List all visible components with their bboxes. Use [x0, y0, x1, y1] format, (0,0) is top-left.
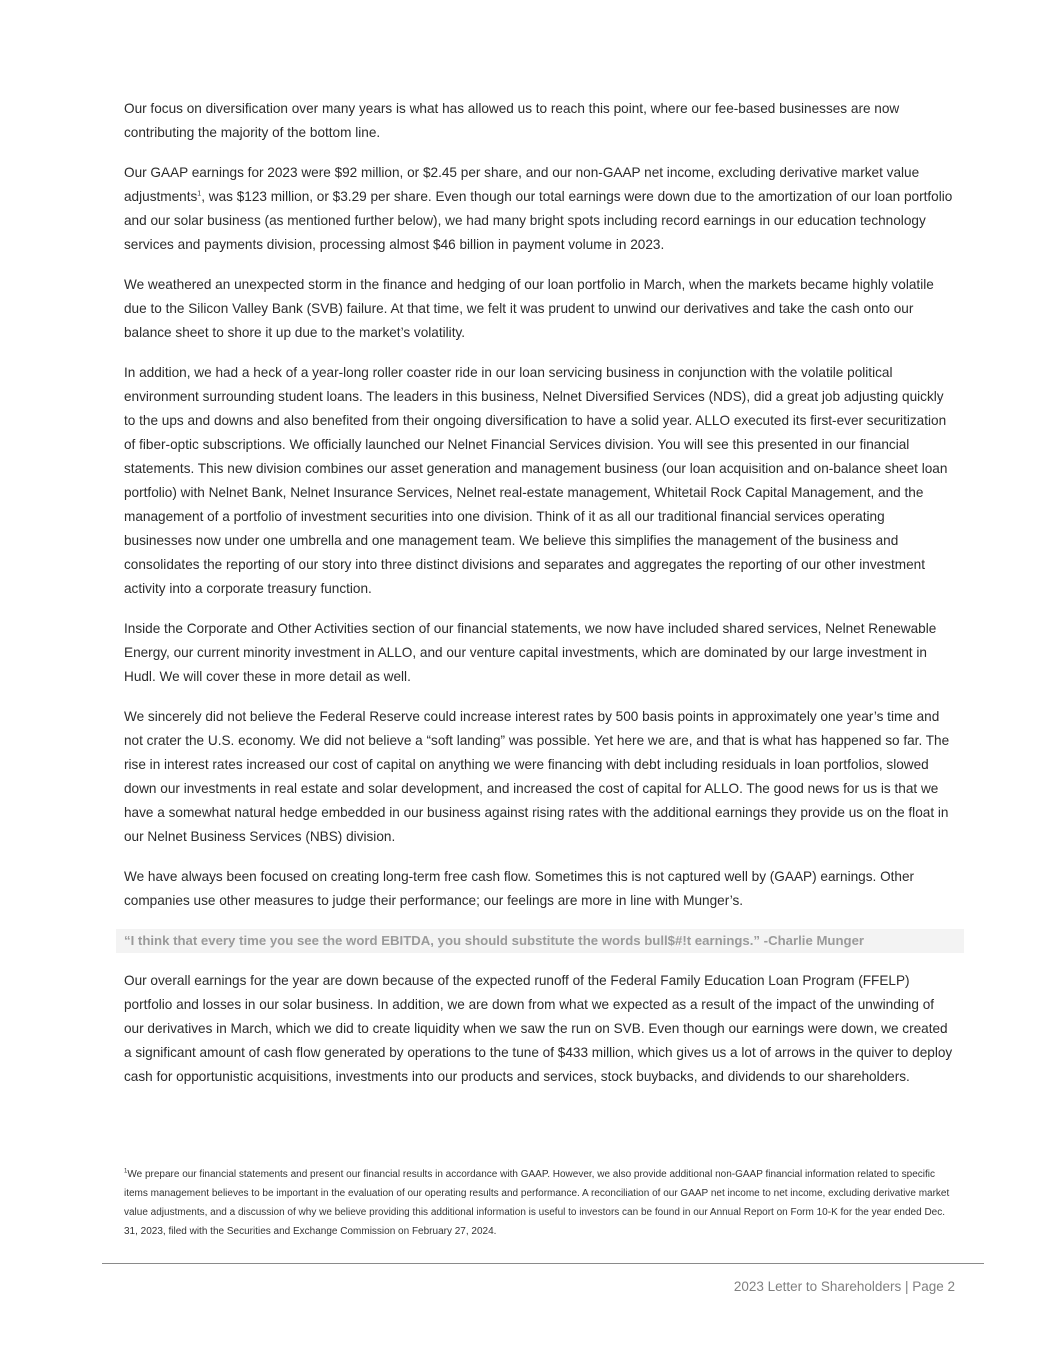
paragraph-gaap-earnings-part2: , was $123 million, or $3.29 per share. Even though our total earnings were down due to the amortization of our loan portfolio and our solar business (as mentioned further below), we had many bright spots including record earnings in our education technology services and payments division, processing almost $46 billion in payment volume in 2023. — [124, 189, 953, 252]
paragraph-free-cash-flow: We have always been focused on creating long-term free cash flow. Sometimes this is not captured well by (GAAP) earnings. Other companies use other measures to judge their performance; our feelings are more in line with Munger’s. — [124, 869, 915, 908]
footnote-text: We prepare our financial statements and present our financial results in accordance with GAAP. However, we also provide additional non-GAAP financial information related to specific items management believes to be important in the evaluation of our operating results and performance. A reconciliation of our GAAP net income to net income, excluding derivative market value adjustments, and a discussion of why we believe providing this additional information is useful to investors can be found in our Annual Report on Form 10-K for the year ended Dec. 31, 2023, filed with the Securities and Exchange Commission on February 27, 2024. — [124, 1169, 950, 1237]
footer-page-label: 2023 Letter to Shareholders | Page 2 — [733, 1279, 955, 1294]
paragraph-diversification: Our focus on diversification over many years is what has allowed us to reach this point, where our fee-based businesses are now contributing the majority of the bottom line. — [124, 101, 900, 140]
footer-divider — [102, 1263, 984, 1264]
paragraph-interest-rates: We sincerely did not believe the Federal Reserve could increase interest rates by 500 basis points in approximately one year’s time and not crater the U.S. economy. We did not believe a “soft landing” was possible. Yet here we are, and that is what has happened so far. The rise in interest rates increased our cost of capital on anything we were financing with debt including residuals in loan portfolios, slowed down our investments in real estate and solar development, and increased the cost of capital for ALLO. The good news for us is that we have a somewhat natural hedge embedded in our business against rising rates with the additional earnings they provide us on the float in our Nelnet Business Services (NBS) division. — [124, 709, 950, 844]
letter-body — [124, 97, 956, 1105]
paragraph-gaap-earnings — [124, 161, 956, 257]
paragraph-gaap-earnings-part1: Our GAAP earnings for 2023 were $92 million, or $2.45 per share, and our non-GAAP net income, excluding derivative market value adjustments — [124, 165, 920, 204]
munger-quote: “I think that every time you see the word EBITDA, you should substitute the words bull$#!t earnings.” -Charlie Munger — [116, 929, 964, 953]
paragraph-loan-servicing: In addition, we had a heck of a year-long roller coaster ride in our loan servicing business in conjunction with the volatile political environment surrounding student loans. The leaders in this business, Nelnet Diversified Services (NDS), did a great job adjusting quickly to the ups and downs and also benefited from their ongoing diversification to have a solid year. ALLO executed its first-ever securitization of fiber-optic subscriptions. We officially launched our Nelnet Financial Services division. You will see this presented in our financial statements. This new division combines our asset generation and management business (our loan acquisition and on-balance sheet loan portfolio) with Nelnet Bank, Nelnet Insurance Services, Nelnet real-estate management, Whitetail Rock Capital Management, and the management of a portfolio of investment securities into one division. Think of it as all our traditional financial services operating businesses now under one umbrella and one management team. We believe this simplifies the management of the business and consolidates the reporting of our story into three distinct divisions and separates and aggregates the reporting of our other investment activity into a corporate treasury function. — [124, 365, 948, 596]
footnote — [124, 1165, 956, 1241]
paragraph-corporate-other: Inside the Corporate and Other Activities section of our financial statements, we now have included shared services, Nelnet Renewable Energy, our current minority investment in ALLO, and our venture capital investments, which are dominated by our large investment in Hudl. We will cover these in more detail as well. — [124, 621, 937, 684]
paragraph-svb-storm: We weathered an unexpected storm in the finance and hedging of our loan portfolio in March, when the markets became highly volatile due to the Silicon Valley Bank (SVB) failure. At that time, we felt it was prudent to unwind our derivatives and take the cash onto our balance sheet to shore it up due to the market’s volatility. — [124, 277, 934, 340]
footnote-reference: 1 — [197, 190, 202, 198]
footnote-marker: 1 — [124, 1168, 128, 1175]
paragraph-overall-earnings: Our overall earnings for the year are down because of the expected runoff of the Federal Family Education Loan Program (FFELP) portfolio and losses in our solar business. In addition, we are down from what we expected as a result of the impact of the unwinding of our derivatives in March, which we did to create liquidity when we saw the run on SVB. Even though our earnings were down, we created a significant amount of cash flow generated by operations to the tune of $433 million, which gives us a lot of arrows in the quiver to deploy cash for opportunistic acquisitions, investments into our products and services, stock buybacks, and dividends to our shareholders. — [124, 973, 953, 1084]
